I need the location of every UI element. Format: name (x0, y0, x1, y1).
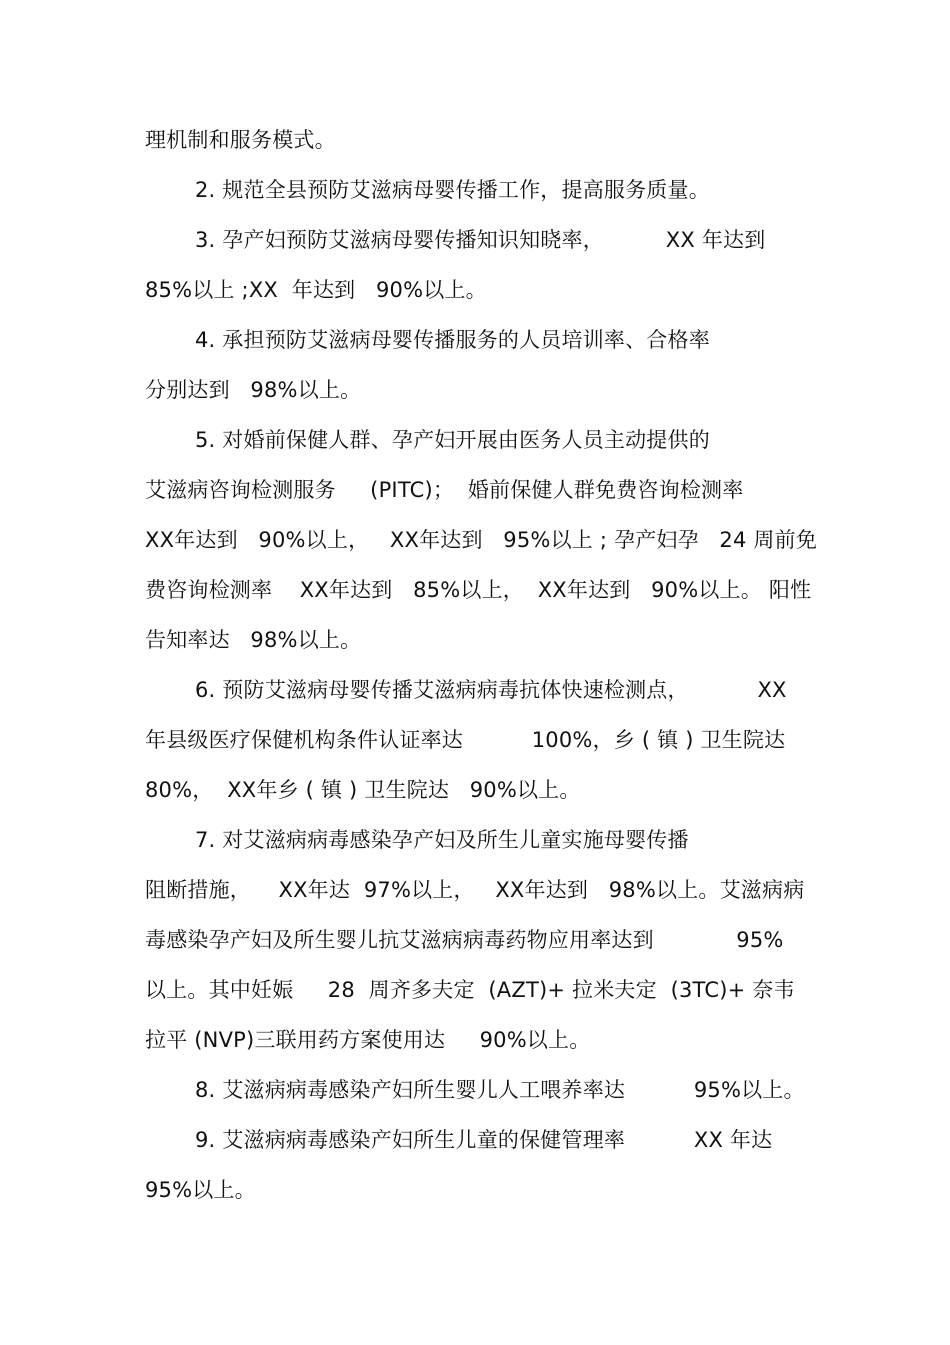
list-item-2: 2. 规范全县预防艾滋病母婴传播工作，提高服务质量。 (195, 178, 710, 202)
text-line: 毒感染孕产妇及所生婴儿抗艾滋病病毒药物应用率达到 95% (145, 928, 784, 952)
list-item-4: 4. 承担预防艾滋病母婴传播服务的人员培训率、合格率 (195, 328, 710, 352)
text-line: 拉平 (NVP)三联用药方案使用达 90%以上。 (145, 1028, 591, 1052)
text-line: 80%， XX年乡 ( 镇 ) 卫生院达 90%以上。 (145, 778, 581, 802)
list-item-3: 3. 孕产妇预防艾滋病母婴传播知识知晓率， XX 年达到 (195, 228, 766, 252)
text-line: 理机制和服务模式。 (145, 128, 336, 152)
list-item-9: 9. 艾滋病病毒感染产妇所生儿童的保健管理率 XX 年达 (195, 1128, 773, 1152)
text-line: 85%以上 ;XX 年达到 90%以上。 (145, 278, 487, 302)
list-item-6: 6. 预防艾滋病母婴传播艾滋病病毒抗体快速检测点， XX (195, 678, 787, 702)
text-line: 分别达到 98%以上。 (145, 378, 362, 402)
text-line: 年县级医疗保健机构条件认证率达 100%，乡 ( 镇 ) 卫生院达 (145, 728, 786, 752)
text-line: 费咨询检测率 XX年达到 85%以上， XX年达到 90%以上。 阳性 (145, 578, 812, 602)
list-item-5: 5. 对婚前保健人群、孕产妇开展由医务人员主动提供的 (195, 428, 710, 452)
list-item-8: 8. 艾滋病病毒感染产妇所生婴儿人工喂养率达 95%以上。 (195, 1078, 805, 1102)
text-line: 告知率达 98%以上。 (145, 628, 362, 652)
text-line: 阻断措施， XX年达 97%以上， XX年达到 98%以上。艾滋病病 (145, 878, 805, 902)
text-line: 艾滋病咨询检测服务 (PITC)； 婚前保健人群免费咨询检测率 (145, 478, 744, 502)
list-item-7: 7. 对艾滋病病毒感染孕产妇及所生儿童实施母婴传播 (195, 828, 689, 852)
text-line: 以上。其中妊娠 28 周齐多夫定 (AZT)+ 拉米夫定 (3TC)+ 奈韦 (145, 978, 795, 1002)
text-line: XX年达到 90%以上， XX年达到 95%以上 ; 孕产妇孕 24 周前免 (145, 528, 818, 552)
text-line: 95%以上。 (145, 1178, 256, 1202)
